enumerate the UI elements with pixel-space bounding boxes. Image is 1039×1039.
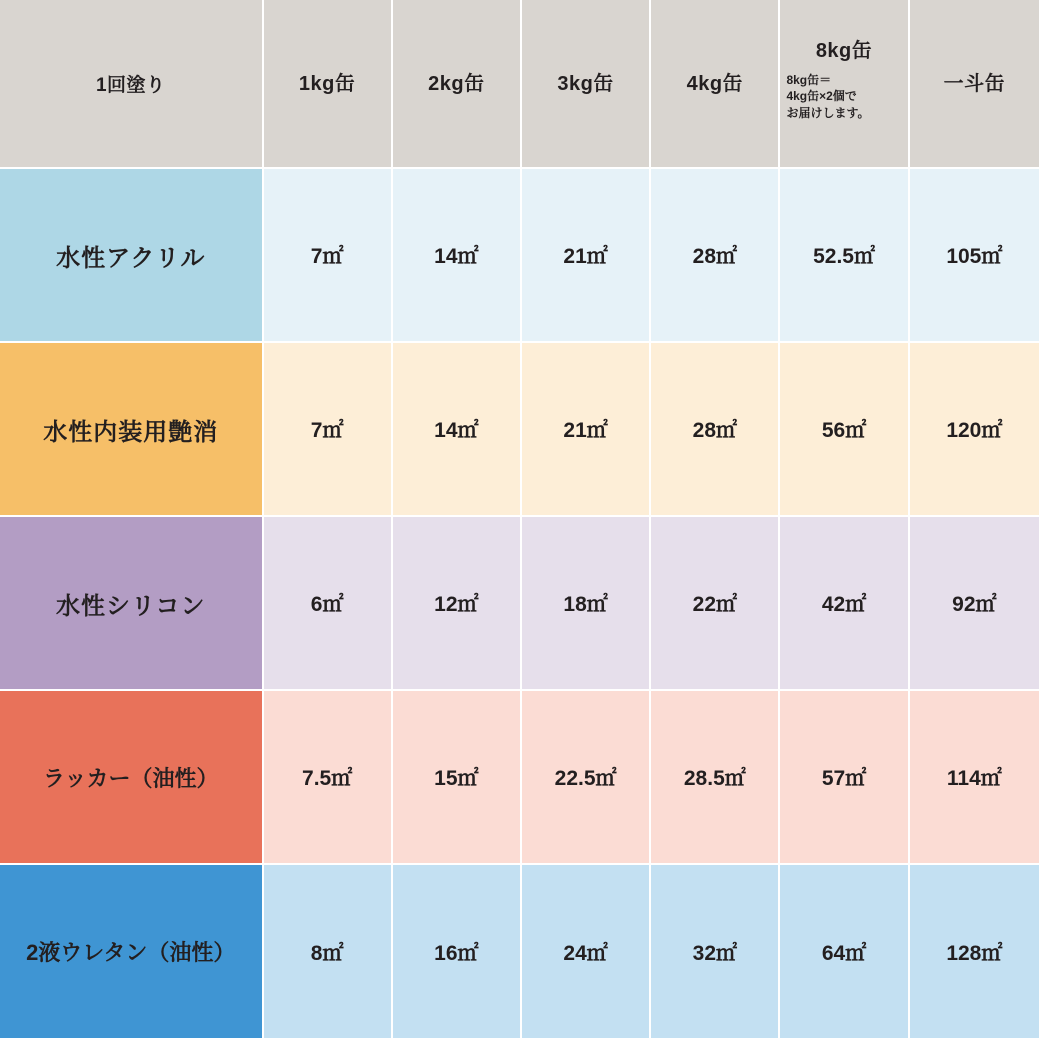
cell-2k-urethane-4kg: 32㎡ [650, 864, 779, 1038]
cell-silicone-2kg: 12㎡ [392, 516, 521, 690]
column-header-1kg-label: 1kg缶 [298, 72, 356, 95]
cell-2k-urethane-3kg: 24㎡ [521, 864, 650, 1038]
cell-interior-matte-2kg: 14㎡ [392, 342, 521, 516]
row-label-2k-urethane: 2液ウレタン（油性） [0, 864, 263, 1038]
cell-lacquer-2kg: 15㎡ [392, 690, 521, 864]
column-header-4kg-label: 4kg缶 [686, 72, 744, 95]
cell-silicone-itto: 92㎡ [909, 516, 1039, 690]
table-header-row [0, 0, 1039, 168]
cell-interior-matte-1kg: 7㎡ [263, 342, 392, 516]
cell-lacquer-8kg: 57㎡ [779, 690, 908, 864]
cell-interior-matte-4kg: 28㎡ [650, 342, 779, 516]
cell-silicone-8kg: 42㎡ [779, 516, 908, 690]
cell-silicone-4kg: 22㎡ [650, 516, 779, 690]
cell-acrylic-1kg: 7㎡ [263, 168, 392, 342]
row-label-silicone: 水性シリコン [0, 516, 263, 690]
table-row [0, 342, 1039, 516]
cell-acrylic-3kg: 21㎡ [521, 168, 650, 342]
column-header-itto-label: 一斗缶 [943, 72, 1006, 95]
column-header-1kg [263, 0, 392, 168]
cell-lacquer-itto: 114㎡ [909, 690, 1039, 864]
cell-2k-urethane-2kg: 16㎡ [392, 864, 521, 1038]
table-body [0, 168, 1039, 1038]
column-header-3kg-label: 3kg缶 [557, 72, 614, 95]
column-header-4kg [650, 0, 779, 168]
cell-acrylic-4kg: 28㎡ [650, 168, 779, 342]
table-row [0, 690, 1039, 864]
table-row [0, 168, 1039, 342]
table-row [0, 864, 1039, 1038]
cell-interior-matte-itto: 120㎡ [909, 342, 1039, 516]
column-header-itto [909, 0, 1039, 168]
column-header-8kg [779, 0, 908, 168]
row-label-interior-matte: 水性内装用艶消 [0, 342, 263, 516]
table-row [0, 516, 1039, 690]
cell-lacquer-1kg: 7.5㎡ [263, 690, 392, 864]
column-header-3kg [521, 0, 650, 168]
column-header-2kg-label: 2kg缶 [428, 72, 485, 95]
corner-header-label: 1回塗り [0, 0, 263, 168]
cell-lacquer-4kg: 28.5㎡ [650, 690, 779, 864]
cell-acrylic-2kg: 14㎡ [392, 168, 521, 342]
cell-interior-matte-3kg: 21㎡ [521, 342, 650, 516]
cell-2k-urethane-itto: 128㎡ [909, 864, 1039, 1038]
cell-2k-urethane-1kg: 8㎡ [263, 864, 392, 1038]
cell-interior-matte-8kg: 56㎡ [779, 342, 908, 516]
row-label-acrylic: 水性アクリル [0, 168, 263, 342]
column-header-8kg-note: 8kg缶＝ 4kg缶×2個で お届けします。 [786, 73, 870, 120]
cell-acrylic-8kg: 52.5㎡ [779, 168, 908, 342]
cell-acrylic-itto: 105㎡ [909, 168, 1039, 342]
column-header-8kg-label: 8kg缶 [815, 40, 873, 63]
row-label-lacquer: ラッカー（油性） [0, 690, 263, 864]
cell-2k-urethane-8kg: 64㎡ [779, 864, 908, 1038]
cell-silicone-3kg: 18㎡ [521, 516, 650, 690]
cell-lacquer-3kg: 22.5㎡ [521, 690, 650, 864]
column-header-2kg [392, 0, 521, 168]
cell-silicone-1kg: 6㎡ [263, 516, 392, 690]
